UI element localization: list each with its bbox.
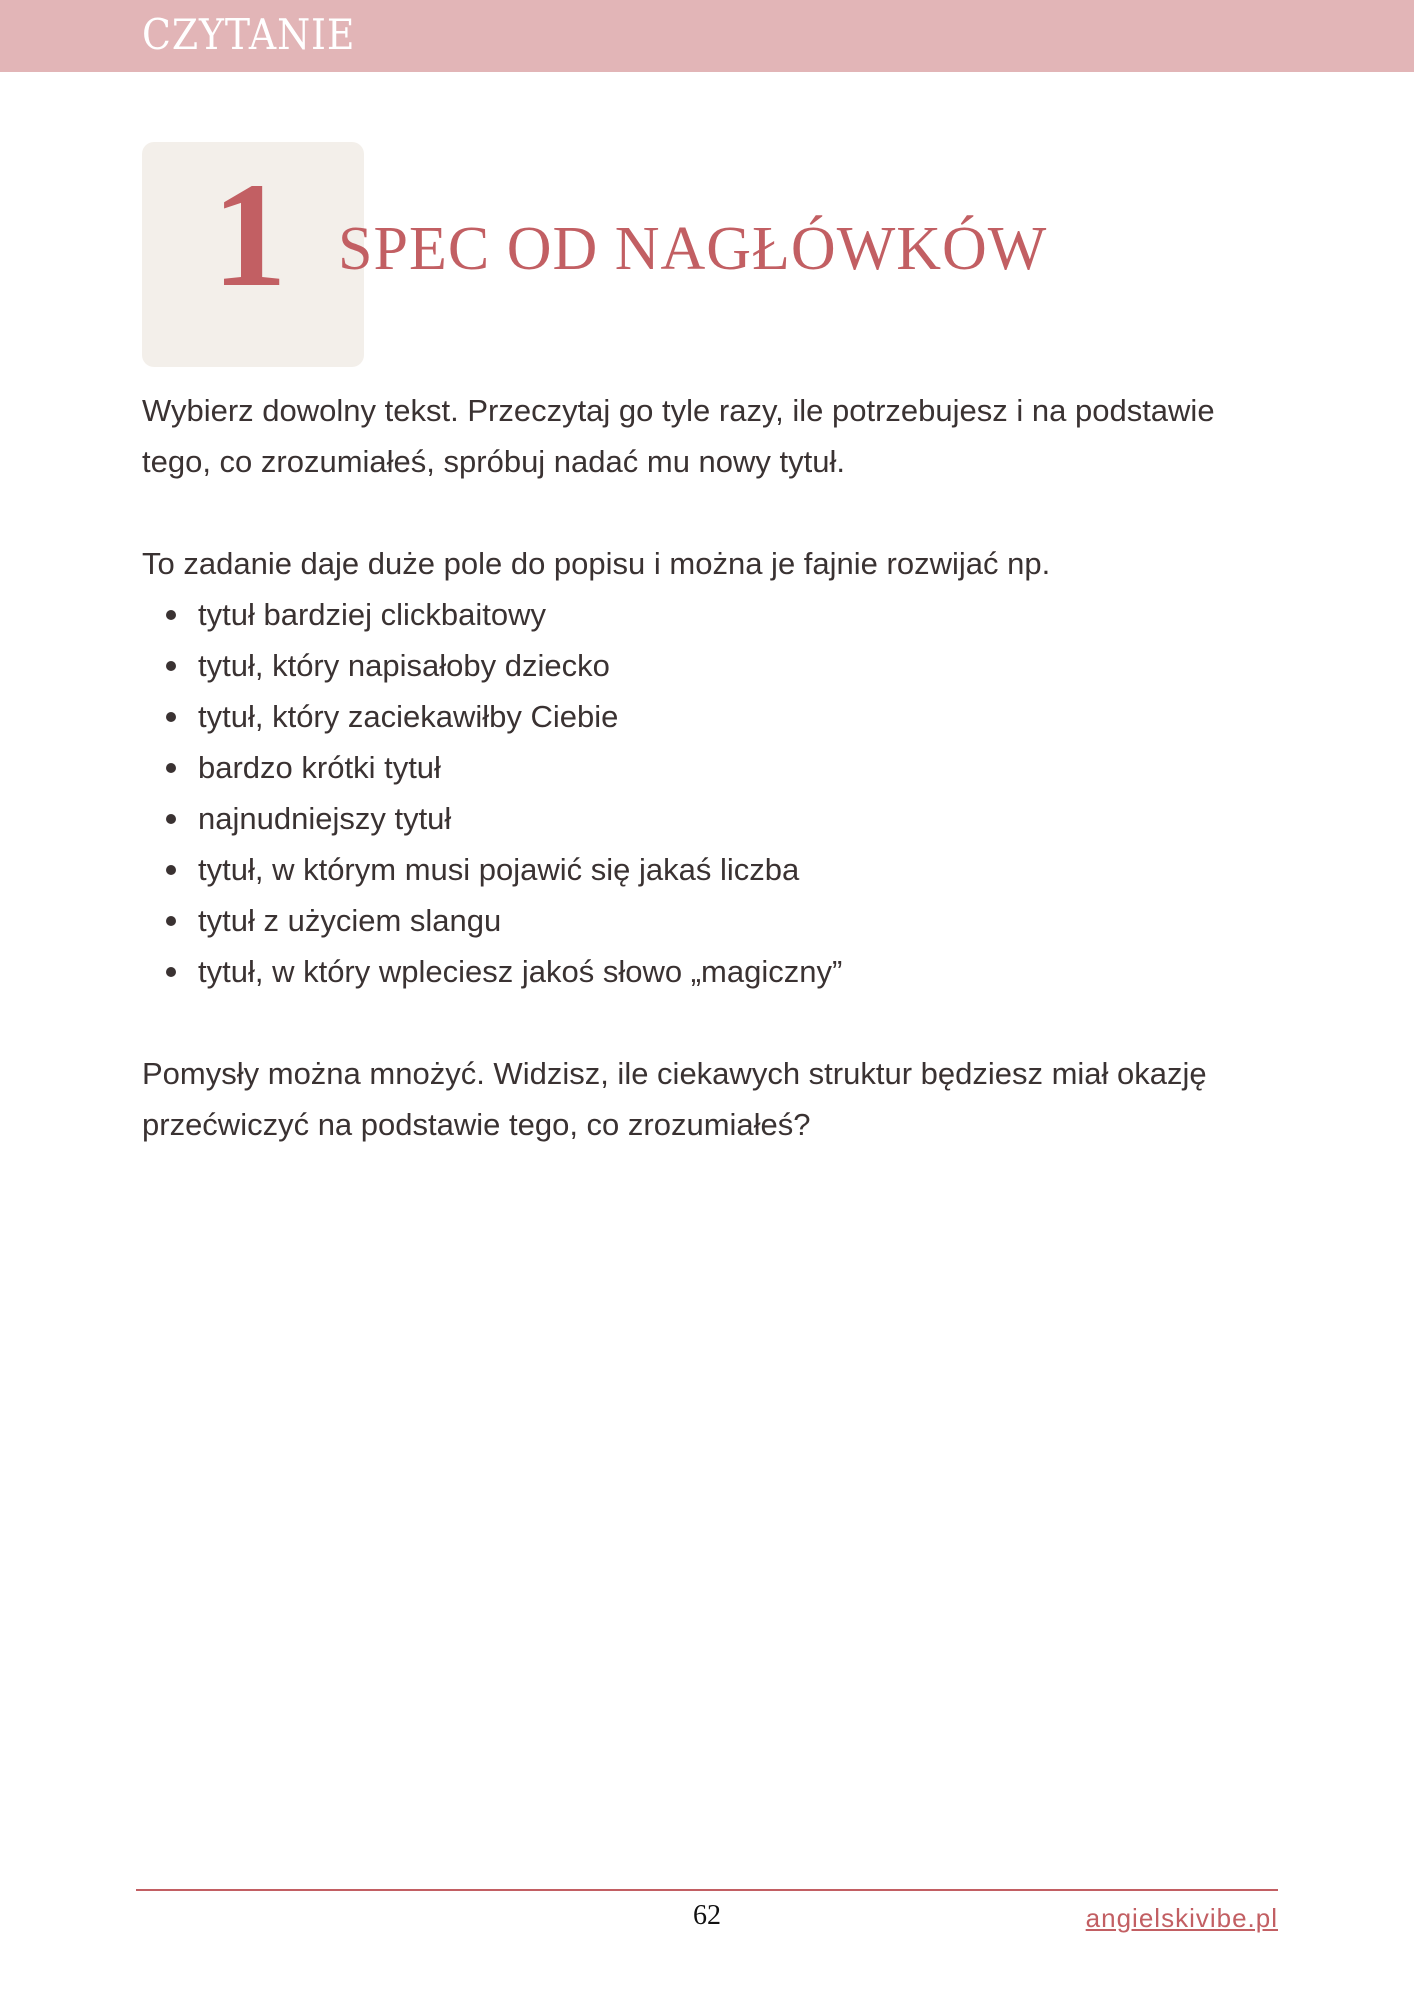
exercise-content — [142, 385, 1282, 1150]
list-item-text: bardzo krótki tytuł — [198, 750, 441, 785]
list-item-text: najnudniejszy tytuł — [198, 801, 452, 836]
list-item — [142, 640, 1282, 691]
bullet-icon — [166, 763, 176, 773]
list-item-text: tytuł z użyciem slangu — [198, 903, 502, 938]
list-item — [142, 844, 1282, 895]
ideas-list — [142, 589, 1282, 997]
list-item-text: tytuł, w który wpleciesz jakoś słowo „magiczny” — [198, 954, 843, 989]
bullet-icon — [166, 967, 176, 977]
list-item — [142, 691, 1282, 742]
intro-paragraph: Wybierz dowolny tekst. Przeczytaj go tyle razy, ile potrzebujesz i na podstawie tego, co zrozumiałeś, spróbuj nadać mu nowy tytuł. — [142, 393, 1215, 479]
exercise-number: 1 — [212, 152, 287, 318]
bullet-icon — [166, 712, 176, 722]
bullet-icon — [166, 661, 176, 671]
section-title: CZYTANIE — [142, 10, 356, 59]
page-number: 62 — [693, 1900, 721, 1931]
closing-paragraph: Pomysły można mnożyć. Widzisz, ile ciekawych struktur będziesz miał okazję przećwiczyć na podstawie tego, co zrozumiałeś? — [142, 1056, 1207, 1142]
bullet-icon — [166, 814, 176, 824]
bullet-icon — [166, 916, 176, 926]
list-item-text: tytuł, który napisałoby dziecko — [198, 648, 610, 683]
footer-divider — [136, 1889, 1278, 1891]
list-item — [142, 793, 1282, 844]
list-item — [142, 742, 1282, 793]
list-item — [142, 895, 1282, 946]
list-item-text: tytuł, który zaciekawiłby Ciebie — [198, 699, 619, 734]
list-item — [142, 946, 1282, 997]
bullet-icon — [166, 865, 176, 875]
list-item-text: tytuł bardziej clickbaitowy — [198, 597, 547, 632]
exercise-title: SPEC OD NAGŁÓWKÓW — [338, 215, 1048, 283]
header-bar — [0, 0, 1414, 72]
list-item-text: tytuł, w którym musi pojawić się jakaś liczba — [198, 852, 800, 887]
list-item — [142, 589, 1282, 640]
lead-paragraph: To zadanie daje duże pole do popisu i można je fajnie rozwijać np. — [142, 546, 1051, 581]
site-link[interactable]: angielskivibe.pl — [1085, 1903, 1278, 1933]
bullet-icon — [166, 610, 176, 620]
